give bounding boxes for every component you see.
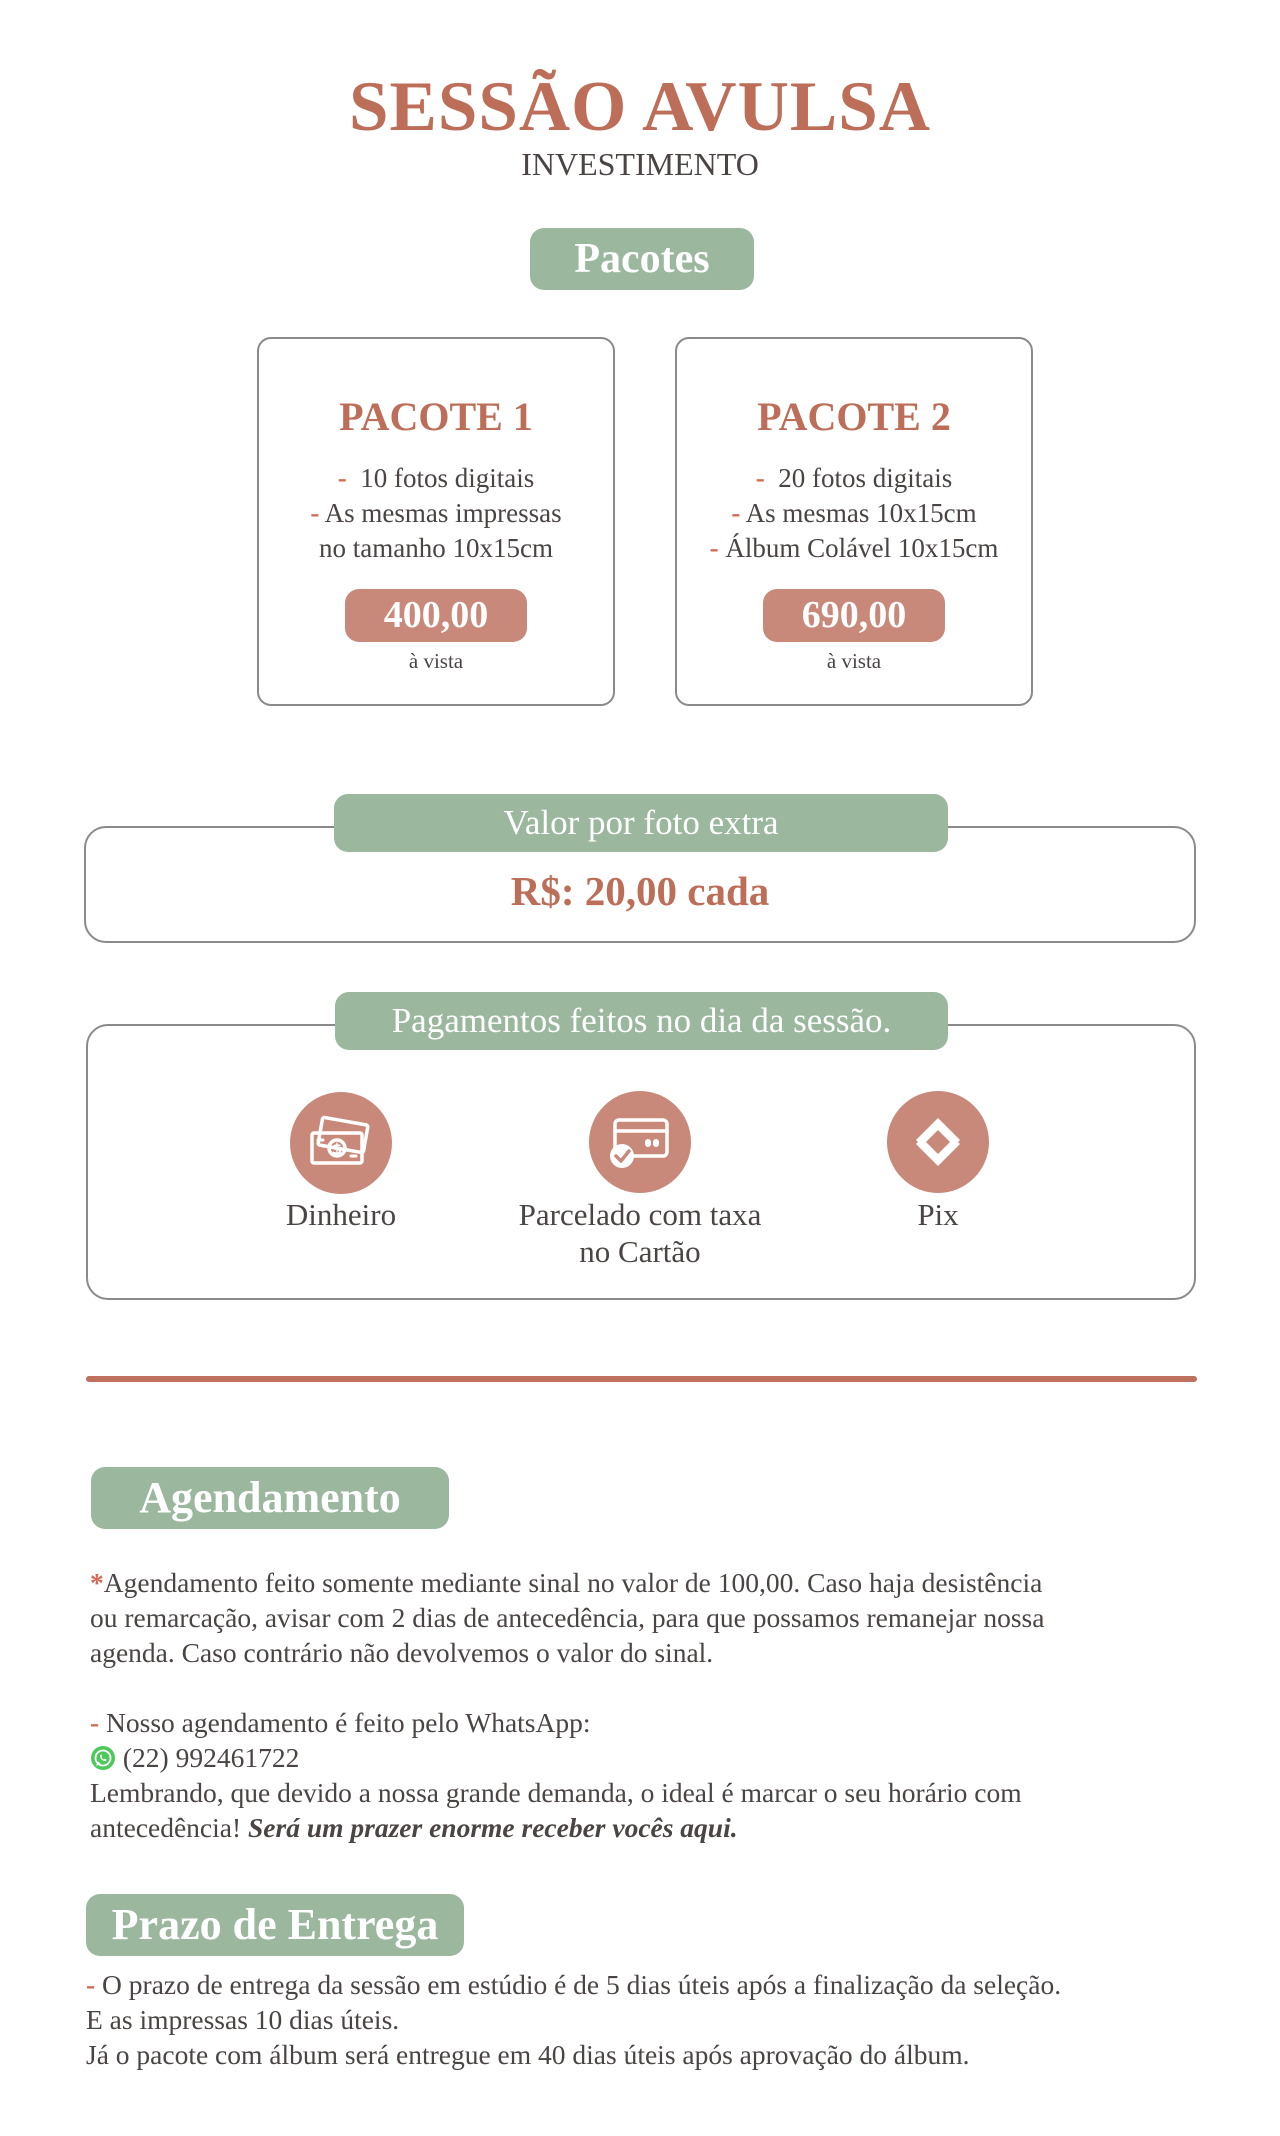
package-card-1: [257, 337, 615, 706]
package-feature: - 20 fotos digitais: [755, 463, 953, 493]
package-feature: - 10 fotos digitais: [337, 463, 535, 493]
package-feature: - As mesmas impressas: [310, 498, 562, 528]
page-subtitle: INVESTIMENTO: [521, 146, 759, 182]
section-divider: [86, 1376, 1197, 1382]
price-note: à vista: [826, 649, 882, 673]
package-title: PACOTE 1: [339, 394, 533, 439]
package-title: PACOTE 2: [757, 394, 951, 439]
credit-card-icon: [589, 1091, 691, 1193]
whatsapp-icon: [90, 1745, 116, 1771]
phone-number[interactable]: (22) 992461722: [116, 1742, 300, 1773]
package-feature: - Álbum Colável 10x15cm: [709, 533, 999, 563]
package-card-2: [675, 337, 1033, 706]
scheduling-paragraph: *Agendamento feito somente mediante sinal no valor de 100,00. Caso haja desistência ou remarcação, avisar com 2 dias de antecedência, para que possamos remanejar nossa agenda. Caso contrário não devolvemos o valor do sinal.: [90, 1567, 1045, 1668]
package-feature: - As mesmas 10x15cm: [731, 498, 977, 528]
svg-text:$: $: [331, 1140, 343, 1158]
payments-label: Pagamentos feitos no dia da sessão.: [335, 992, 948, 1050]
package-features: [677, 461, 1031, 566]
payment-method-cash: Dinheiro: [285, 1197, 397, 1232]
package-price: 400,00: [345, 589, 527, 642]
package-price: 690,00: [763, 589, 945, 642]
page-title: SESSÃO AVULSA: [349, 68, 931, 146]
delivery-paragraph: - O prazo de entrega da sessão em estúdio é de 5 dias úteis após a finalização da seleção. E as impressas 10 dias úteis. Já o pacote com álbum será entregue em 40 dias úteis após aprovação do álbum.: [86, 1969, 1062, 2070]
payment-method-card: Parcelado com taxa no Cartão: [518, 1197, 762, 1269]
price-note: à vista: [408, 649, 464, 673]
package-feature: no tamanho 10x15cm: [319, 533, 553, 563]
pix-icon: [887, 1091, 989, 1193]
cash-icon: [290, 1092, 392, 1194]
extra-photo-label: Valor por foto extra: [334, 794, 948, 852]
scheduling-section-label: Agendamento: [91, 1467, 449, 1529]
delivery-section-label: Prazo de Entrega: [86, 1894, 464, 1956]
packages-section-label: Pacotes: [530, 228, 754, 290]
payment-method-pix: Pix: [917, 1197, 959, 1232]
extra-photo-value: R$: 20,00 cada: [510, 868, 770, 914]
scheduling-contact: - Nosso agendamento é feito pelo WhatsApp: (22) 992461722 Lembrando, que devido a nossa grande demanda, o ideal é marcar o seu horário com antecedência! Será um prazer enorme receber vocês aqui.: [90, 1707, 1022, 1843]
package-features: [259, 461, 613, 566]
